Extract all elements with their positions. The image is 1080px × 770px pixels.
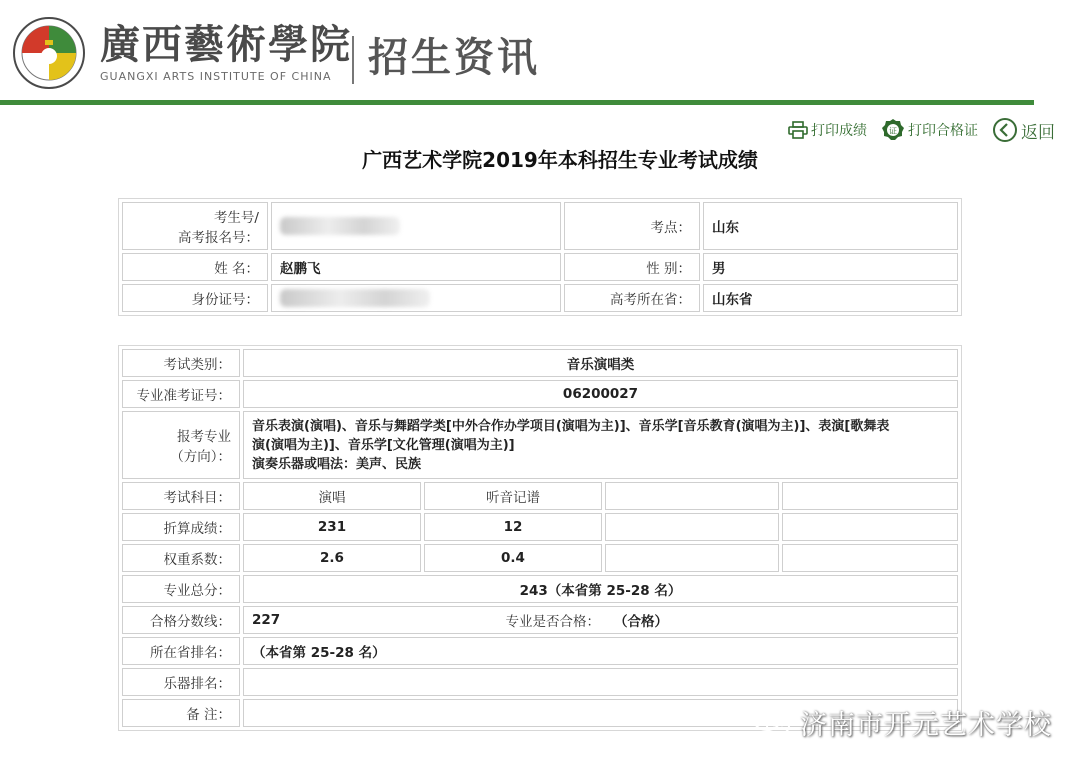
province-label: 高考所在省： [564, 284, 700, 312]
gender-label: 性 别： [564, 253, 700, 281]
weights-label: 权重系数： [122, 544, 240, 572]
table-row [122, 380, 958, 408]
table-row [122, 284, 958, 312]
subject-cell: 听音记谱 [424, 482, 602, 510]
score-cell: 231 [243, 513, 421, 541]
brand-divider [352, 36, 354, 84]
print-cert-label: 打印合格证 [908, 123, 978, 139]
candidate-info-table [118, 198, 962, 316]
exam-results-table [118, 345, 962, 731]
candidate-id-label-line2: 高考报名号： [178, 230, 259, 246]
subjects-label: 考试科目： [122, 482, 240, 510]
site-header [0, 0, 1080, 104]
table-row [122, 513, 958, 541]
name-label: 姓 名： [122, 253, 268, 281]
brand-chinese: 廣西藝術學院 [100, 21, 352, 68]
pass-label: 专业是否合格： [505, 614, 600, 630]
pass-value: （合格） [614, 614, 668, 630]
major-label [122, 411, 240, 479]
back-label: 返回 [1021, 122, 1055, 143]
school-logo-icon [12, 16, 86, 90]
rank-label: 所在省排名： [122, 637, 240, 665]
watermark-text: 济南市开元艺术学校 [800, 710, 1052, 741]
print-score-button[interactable] [788, 120, 867, 140]
weight-cell [605, 544, 779, 572]
table-row [122, 544, 958, 572]
total-label: 专业总分： [122, 575, 240, 603]
category-label: 考试类别： [122, 349, 240, 377]
svg-text:证: 证 [889, 126, 897, 136]
pass-line-content [244, 610, 957, 630]
score-cell [782, 513, 958, 541]
table-row [122, 253, 958, 281]
exam-site-value: 山东 [703, 202, 958, 250]
pass-line-value: 227 [252, 612, 281, 628]
major-label-line1: 报考专业 [177, 429, 231, 445]
ticket-value: 06200027 [243, 380, 958, 408]
major-value [243, 411, 958, 479]
remark-label: 备 注： [122, 699, 240, 727]
ticket-label: 专业准考证号： [122, 380, 240, 408]
idcard-label: 身份证号： [122, 284, 268, 312]
major-line1: 音乐表演(演唱)、音乐与舞蹈学类[中外合作办学项目(演唱为主)]、音乐学[音乐教育(演唱为主)]、表演[歌舞表 [252, 418, 890, 434]
subject-cell [782, 482, 958, 510]
table-row [122, 202, 958, 250]
candidate-id-label-line1: 考生号/ [213, 210, 259, 226]
table-row [122, 637, 958, 665]
score-cell [605, 513, 779, 541]
rank-value: （本省第 25-28 名） [243, 637, 958, 665]
table-row [122, 411, 958, 479]
table-row [122, 349, 958, 377]
major-label-line2: （方向）： [170, 449, 231, 465]
redacted-mask [280, 217, 400, 235]
gender-value: 男 [703, 253, 958, 281]
weight-cell: 2.6 [243, 544, 421, 572]
name-value: 赵鹏飞 [271, 253, 561, 281]
subject-cell: 演唱 [243, 482, 421, 510]
brand [100, 22, 352, 83]
candidate-id-label [122, 202, 268, 250]
major-line2: 演(演唱为主)]、音乐学[文化管理(演唱为主)] [252, 437, 515, 453]
section-title: 招生资讯 [368, 35, 540, 81]
major-line3: 演奏乐器或唱法：美声、民族 [252, 456, 422, 472]
certificate-badge-icon [881, 118, 905, 142]
pass-line-row [243, 606, 958, 634]
back-arrow-icon [992, 117, 1018, 143]
weight-cell: 0.4 [424, 544, 602, 572]
table-row [122, 482, 958, 510]
table-row [122, 668, 958, 696]
pass-line-label: 合格分数线： [122, 606, 240, 634]
header-green-rule [0, 100, 1034, 105]
instrument-rank-label: 乐器排名： [122, 668, 240, 696]
table-row [122, 606, 958, 634]
table-row [122, 575, 958, 603]
wechat-icon [752, 707, 792, 739]
action-toolbar [788, 116, 1055, 144]
idcard-value [271, 284, 561, 312]
brand-english: GUANGXI ARTS INSTITUTE OF CHINA [100, 70, 332, 83]
watermark [752, 703, 1052, 742]
page-title: 广西艺术学院2019年本科招生专业考试成绩 [362, 148, 758, 172]
score-cell: 12 [424, 513, 602, 541]
exam-site-label: 考点： [564, 202, 700, 250]
instrument-rank-value [243, 668, 958, 696]
province-value: 山东省 [703, 284, 958, 312]
weight-cell [782, 544, 958, 572]
printer-icon [788, 121, 808, 139]
total-value: 243（本省第 25-28 名） [243, 575, 958, 603]
print-score-label: 打印成绩 [811, 123, 867, 139]
candidate-id-value [271, 202, 561, 250]
category-value: 音乐演唱类 [243, 349, 958, 377]
print-cert-button[interactable] [881, 118, 978, 142]
scores-label: 折算成绩： [122, 513, 240, 541]
redacted-mask [280, 289, 430, 307]
subject-cell [605, 482, 779, 510]
back-button[interactable] [992, 117, 1055, 143]
